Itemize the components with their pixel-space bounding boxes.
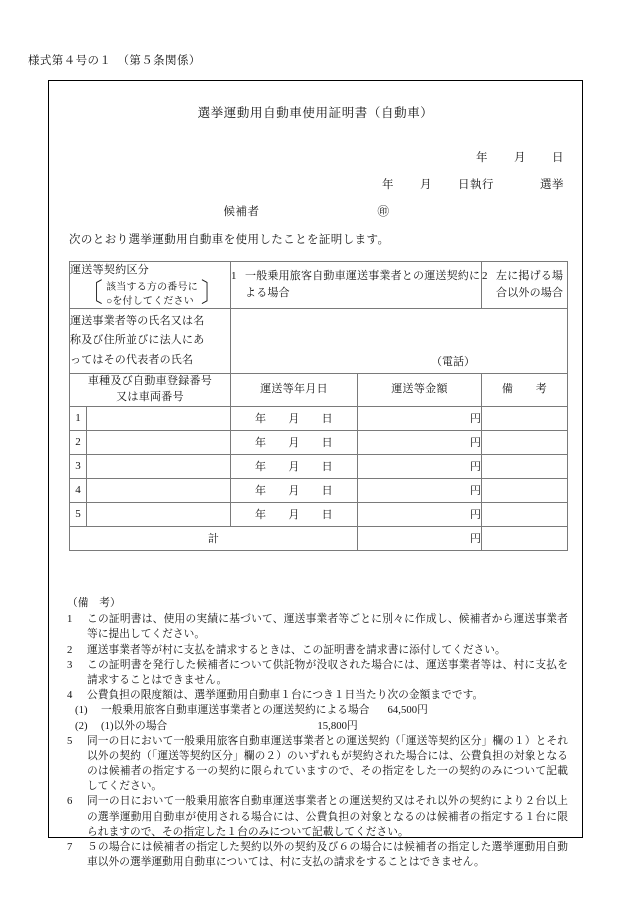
- row-date-month: 月: [288, 509, 300, 522]
- row-vehicle-field[interactable]: [87, 502, 231, 526]
- note-text: ５の場合には候補者の指定した契約以外の契約及び６の場合には候補者の指定した選挙運動用自動車以外の選挙運動用自動車については、村に支払の請求をすることはできません。: [87, 841, 568, 869]
- row-remarks-field[interactable]: [482, 454, 568, 478]
- contract-option-2-text: 左に掲げる場合以外の場合: [496, 269, 564, 300]
- total-amount-field[interactable]: [358, 526, 482, 550]
- row-number: 2: [70, 430, 87, 454]
- total-label: 計: [70, 526, 358, 550]
- subnote-text: [101, 719, 568, 734]
- column-header-vehicle-line-1: 車種及び自動車登録番号: [87, 375, 213, 388]
- usage-table: [69, 261, 568, 551]
- table-row: [70, 430, 568, 454]
- candidate-label: 候補者: [223, 206, 260, 218]
- column-header-vehicle-line-2: 又は車両番号: [116, 390, 184, 403]
- contract-class-label: 運送等契約区分: [70, 264, 150, 276]
- total-row: [70, 526, 568, 550]
- row-date-field[interactable]: [231, 502, 358, 526]
- row-date-field[interactable]: [231, 406, 358, 430]
- row-date-year: 年: [255, 485, 267, 498]
- subnote-text: [101, 703, 568, 718]
- election-day-exec: 日執行: [458, 179, 494, 191]
- row-amount-field[interactable]: [358, 406, 482, 430]
- row-number: 1: [70, 406, 87, 430]
- table-header-row: [70, 374, 568, 407]
- note-text: この証明書は、使用の実績に基づいて、運送事業者等ごとに別々に作成し、候補者から運送事業者等に提出してください。: [87, 613, 568, 641]
- column-header-vehicle: [70, 374, 231, 407]
- note-item: [67, 688, 568, 703]
- contract-class-instruction: [74, 281, 230, 308]
- column-header-remarks: 備 考: [482, 374, 568, 407]
- note-number: 6: [67, 795, 73, 808]
- note-item: [67, 734, 568, 795]
- row-remarks-field[interactable]: [482, 430, 568, 454]
- issue-date-line: [476, 149, 564, 165]
- column-header-date: 運送等年月日: [231, 374, 358, 407]
- certification-statement: 次のとおり選挙運動用自動車を使用したことを証明します。: [69, 234, 390, 246]
- row-date-day: 日: [321, 413, 333, 426]
- table-row: [70, 454, 568, 478]
- note-subitem: [75, 703, 568, 718]
- candidate-line: [49, 203, 564, 219]
- subnote-number: (2): [75, 719, 88, 732]
- row-remarks-field[interactable]: [482, 478, 568, 502]
- note-number: 1: [67, 613, 73, 626]
- notes-title: （備 考）: [67, 597, 121, 609]
- election-year: 年: [382, 179, 394, 191]
- note-number: 5: [67, 734, 73, 747]
- document-page-frame: [48, 80, 583, 869]
- election-month: 月: [420, 179, 432, 191]
- note-item: [67, 612, 568, 642]
- row-amount-unit: 円: [470, 437, 481, 450]
- carrier-row: [70, 309, 568, 374]
- row-vehicle-field[interactable]: [87, 406, 231, 430]
- table-row: [70, 406, 568, 430]
- contract-option-2-number: 2: [482, 269, 488, 282]
- issue-date-month: 月: [514, 152, 526, 164]
- total-amount-unit: 円: [470, 533, 481, 546]
- issue-date-year: 年: [476, 152, 488, 164]
- subnote-amount: 64,500円: [387, 704, 428, 717]
- instruction-line-2: ○を付してください: [106, 295, 194, 307]
- note-number: 4: [67, 689, 73, 702]
- row-vehicle-field[interactable]: [87, 430, 231, 454]
- row-date-month: 月: [288, 485, 300, 498]
- contract-class-row: [70, 262, 568, 309]
- note-text: 同一の日において一般乗用旅客自動車運送事業者との運送契約（「運送等契約区分」欄の１）とそれ以外の契約（「運送等契約区分」欄の２）のいずれもが契約された場合には、公費負担の対象となるのは候補者の指定する一の契約に限られていますので、その指定をした一の契約のみについて記載してください。: [87, 734, 568, 793]
- column-header-amount: 運送等金額: [358, 374, 482, 407]
- page-title: 選挙運動用自動車使用証明書（自動車）: [197, 106, 434, 120]
- row-date-field[interactable]: [231, 454, 358, 478]
- subnote-number: (1): [75, 704, 88, 717]
- instruction-line-1: 該当する方の番号に: [106, 282, 198, 294]
- notes-section: [67, 596, 568, 870]
- row-date-month: 月: [288, 413, 300, 426]
- subnote-label: 一般乗用旅客自動車運送事業者との運送契約による場合: [101, 704, 370, 717]
- carrier-label-line-2: 称及び住所並びに法人にあ: [70, 334, 205, 347]
- carrier-label-line-1: 運送事業者等の氏名又は名: [70, 315, 205, 328]
- subnote-label: (1)以外の場合: [101, 719, 168, 732]
- total-remarks-field[interactable]: [482, 526, 568, 550]
- table-row: [70, 502, 568, 526]
- note-item: [67, 840, 568, 870]
- bracket-left-icon: 〔: [79, 279, 104, 310]
- note-item: [67, 794, 568, 840]
- row-date-day: 日: [321, 509, 333, 522]
- bracket-right-icon: 〕: [200, 279, 225, 310]
- row-amount-unit: 円: [470, 485, 481, 498]
- row-date-field[interactable]: [231, 478, 358, 502]
- row-amount-field[interactable]: [358, 478, 482, 502]
- note-subitem: [75, 719, 568, 734]
- row-vehicle-field[interactable]: [87, 454, 231, 478]
- row-date-year: 年: [255, 413, 267, 426]
- contract-option-1[interactable]: [231, 262, 482, 309]
- note-number: 2: [67, 643, 73, 656]
- note-item: [67, 643, 568, 658]
- form-number: 様式第４号の１ （第５条関係）: [28, 55, 201, 67]
- row-number: 4: [70, 478, 87, 502]
- issue-date-day: 日: [552, 152, 564, 164]
- row-date-field[interactable]: [231, 430, 358, 454]
- row-date-month: 月: [288, 461, 300, 474]
- table-row: [70, 478, 568, 502]
- note-text: 同一の日において一般乗用旅客自動車運送事業者との運送契約又はそれ以外の契約により２台以上の選挙運動用自動車が使用される場合には、公費負担の対象となるのは候補者の指定する１台に限られますので、その指定した１台のみについて記載してください。: [87, 795, 568, 838]
- note-text: 運送事業者等が村に支払を請求するときは、この証明書を請求書に添付してください。: [87, 643, 506, 656]
- row-remarks-field[interactable]: [482, 406, 568, 430]
- seal-icon: ㊞: [377, 206, 390, 218]
- row-vehicle-field[interactable]: [87, 478, 231, 502]
- election-label: 選挙: [540, 179, 564, 191]
- row-date-day: 日: [321, 437, 333, 450]
- subnote-amount: 15,800円: [317, 719, 358, 732]
- carrier-label-cell: [70, 309, 231, 374]
- contract-option-2[interactable]: [482, 262, 568, 309]
- note-number: 3: [67, 658, 73, 671]
- contract-option-1-number: 1: [231, 269, 237, 282]
- instruction-text: [103, 281, 201, 308]
- carrier-tel-wrapper: [231, 309, 567, 373]
- election-date-line: [382, 176, 564, 192]
- row-amount-field[interactable]: [358, 454, 482, 478]
- document-inner: [49, 81, 582, 869]
- row-date-year: 年: [255, 437, 267, 450]
- row-remarks-field[interactable]: [482, 502, 568, 526]
- row-date-month: 月: [288, 437, 300, 450]
- note-text: この証明書を発行した候補者について供託物が没収された場合には、運送事業者等は、村に支払を請求することはできません。: [87, 658, 568, 686]
- row-number: 5: [70, 502, 87, 526]
- carrier-label-line-3: ってはその代表者の氏名: [70, 353, 194, 366]
- note-number: 7: [67, 841, 73, 853]
- carrier-tel-label: （電話）: [431, 356, 475, 369]
- row-amount-unit: 円: [470, 509, 481, 522]
- carrier-value-cell[interactable]: [231, 309, 568, 374]
- row-date-year: 年: [255, 461, 267, 474]
- row-date-year: 年: [255, 509, 267, 522]
- row-amount-unit: 円: [470, 413, 481, 426]
- row-number: 3: [70, 454, 87, 478]
- row-amount-field[interactable]: [358, 430, 482, 454]
- row-date-day: 日: [321, 485, 333, 498]
- row-amount-unit: 円: [470, 461, 481, 474]
- note-text: 公費負担の限度額は、選挙運動用自動車１台につき１日当たり次の金額までです。: [87, 689, 484, 702]
- note-item: [67, 658, 568, 688]
- row-amount-field[interactable]: [358, 502, 482, 526]
- row-date-day: 日: [321, 461, 333, 474]
- contract-option-1-text: 一般乗用旅客自動車運送事業者との運送契約による場合: [245, 269, 481, 300]
- contract-class-label-cell: [70, 262, 231, 309]
